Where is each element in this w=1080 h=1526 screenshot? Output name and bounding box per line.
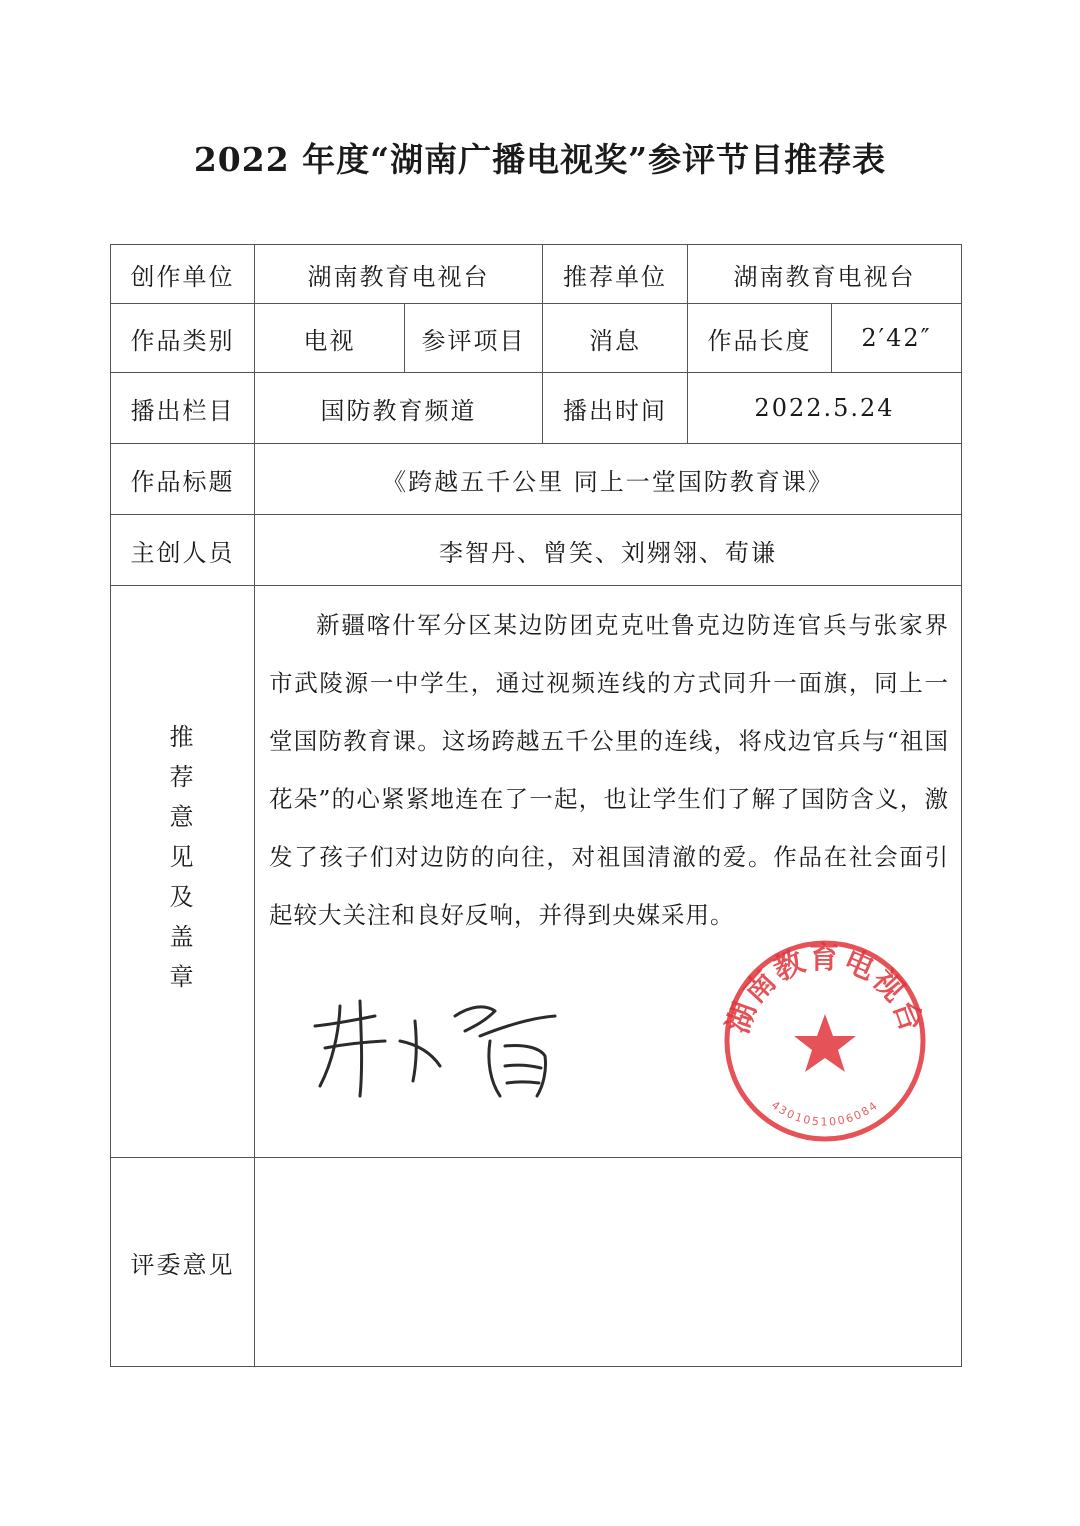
recommendation-opinion-text: 新疆喀什军分区某边防团克克吐鲁克边防连官兵与张家界市武陵源一中学生，通过视频连线的方式同升一面旗，同上一堂国防教育课。这场跨越五千公里的连线，将戍边官兵与“祖国花朵”的心紧紧地连在了一起，也让学生们了解了国防含义，激发了孩子们对边防的向往，对祖国清澈的爱。作品在社会面引起较大关注和良好反响，并得到央媒采用。 [269,611,949,929]
seal-star-icon [794,1014,856,1072]
label-work-category: 作品类别 [111,304,255,373]
work-title-value: 《跨越五千公里 同上一堂国防教育课》 [255,444,962,515]
row-judges [111,1158,962,1367]
recommendation-opinion-cell [255,586,962,1158]
svg-text:4301051006084 [769,1098,881,1128]
row-work-title [111,444,962,515]
creator-unit-value: 湖南教育电视台 [255,245,543,304]
label-recommendation-opinion [111,586,255,1158]
row-recommendation [111,586,962,1158]
recommending-unit-value: 湖南教育电视台 [688,245,962,304]
official-seal [720,936,930,1146]
label-work-length: 作品长度 [688,304,832,373]
label-creator-unit: 创作单位 [111,245,255,304]
recommendation-form-table [110,244,962,1367]
vertical-char: 荐 [169,762,196,791]
vertical-char: 及 [169,882,196,911]
handwritten-signature [305,986,585,1106]
broadcast-time-value: 2022.5.24 [688,373,962,444]
vertical-char: 推 [169,722,196,751]
work-length-value: 2′42″ [832,304,962,373]
vertical-char: 章 [169,962,196,991]
row-broadcast [111,373,962,444]
entry-item-value: 消息 [543,304,688,373]
label-judges-opinion: 评委意见 [111,1158,255,1367]
main-staff-value: 李智丹、曾笑、刘翙翎、荀谦 [255,515,962,586]
judges-opinion-value [255,1158,962,1367]
row-staff [111,515,962,586]
seal-name-text: 湖南教育电视台 [720,941,930,1038]
seal-number-text: 4301051006084 [768,1098,882,1129]
label-broadcast-column: 播出栏目 [111,373,255,444]
vertical-char: 盖 [169,922,196,951]
label-broadcast-time: 播出时间 [543,373,688,444]
vertical-char: 意 [169,802,196,831]
work-category-value: 电视 [255,304,405,373]
page-title: 2022 年度“湖南广播电视奖”参评节目推荐表 [193,140,887,179]
row-category [111,304,962,373]
label-work-title: 作品标题 [111,444,255,515]
broadcast-column-value: 国防教育频道 [255,373,543,444]
label-recommending-unit: 推荐单位 [543,245,688,304]
vertical-label [169,717,197,997]
label-entry-item: 参评项目 [405,304,543,373]
vertical-char: 见 [169,842,196,871]
label-main-staff: 主创人员 [111,515,255,586]
row-creator [111,245,962,304]
